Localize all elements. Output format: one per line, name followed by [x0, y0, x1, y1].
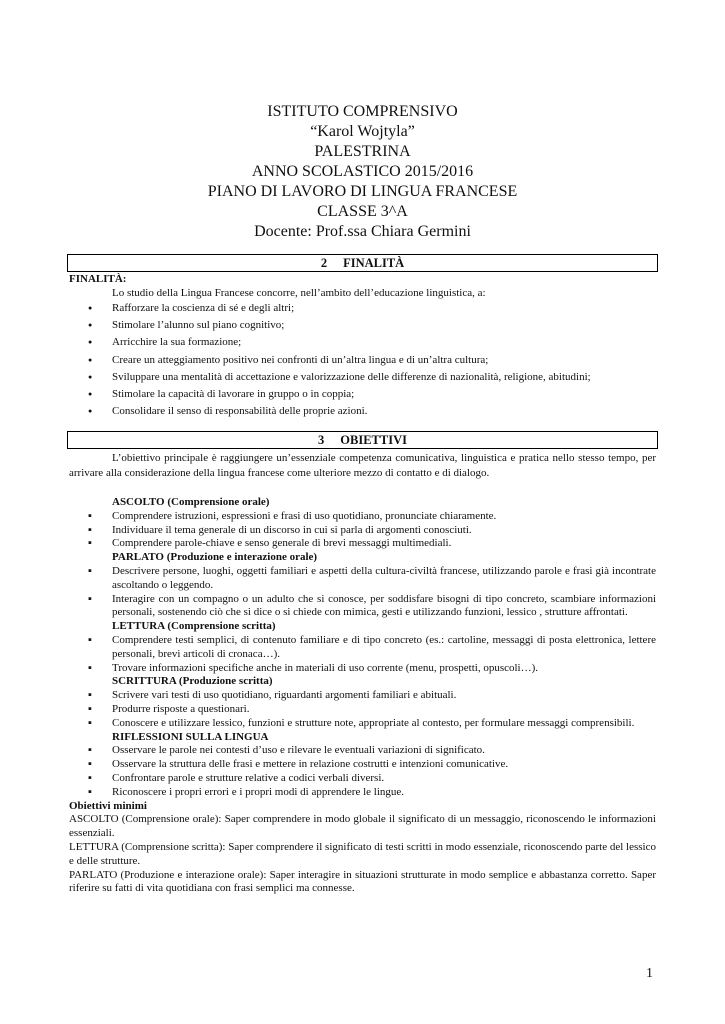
- finalita-intro: Lo studio della Lingua Francese concorre, nell’ambito dell’educazione linguistica, a:: [112, 287, 486, 299]
- list-item: ▪ Osservare la struttura delle frasi e mettere in relazione costrutti e intenzioni comunicative.: [69, 758, 656, 772]
- list-item: ▪ Produrre risposte a questionari.: [69, 703, 656, 717]
- list-item: ▪ Confrontare parole e strutture relative a codici verbali diversi.: [69, 772, 656, 786]
- class-name: CLASSE 3^A: [317, 203, 408, 220]
- list-item: ● Creare un atteggiamento positivo nei confronti di un’altra lingua e di un’altra cultura;: [84, 352, 591, 369]
- list-item: ● Arricchire la sua formazione;: [84, 334, 591, 351]
- minimi-paragraph: PARLATO (Produzione e interazione orale): Saper interagire in situazioni strutturate in modo semplice e abbastanza corretto. Saper riferire su fatti di vita quotidiana con frasi semplici ma connesse.: [69, 868, 656, 895]
- section-number: 3: [318, 433, 325, 447]
- section-heading-finalita: [67, 254, 658, 272]
- list-item: ● Consolidare il senso di responsabilità delle proprie azioni.: [84, 403, 591, 420]
- school-name: ISTITUTO COMPRENSIVO: [267, 103, 458, 120]
- document-header: [0, 102, 725, 242]
- list-item: ▪ Individuare il tema generale di un discorso in cui si parla di argomenti conosciuti.: [69, 524, 656, 538]
- list-item: ▪ Comprendere testi semplici, di contenuto familiare e di tipo concreto (es.: cartoline, messaggi di posta elettronica, lettere personali, brevi articoli di cronaca…).: [69, 634, 656, 662]
- list-item: ▪ Trovare informazioni specifiche anche in materiali di uso corrente (menu, prospetti, opuscoli…).: [69, 662, 656, 676]
- section-number: 2: [320, 256, 328, 270]
- list-item: ▪ Comprendere parole-chiave e senso generale di brevi messaggi multimediali.: [69, 537, 656, 551]
- group-heading: RIFLESSIONI SULLA LINGUA: [112, 730, 269, 743]
- plan-title: PIANO DI LAVORO DI LINGUA FRANCESE: [207, 183, 518, 200]
- list-item: ▪ Comprendere istruzioni, espressioni e frasi di uso quotidiano, pronunciate chiaramente.: [69, 510, 656, 524]
- section-heading-obiettivi: [67, 431, 658, 449]
- group-heading: ASCOLTO (Comprensione orale): [112, 496, 270, 508]
- list-item: ● Rafforzare la coscienza di sé e degli altri;: [84, 300, 591, 317]
- group-heading: LETTURA (Comprensione scritta): [112, 620, 276, 633]
- school-dedication: “Karol Wojtyla”: [310, 123, 415, 140]
- list-item: ▪ Scrivere vari testi di uso quotidiano, riguardanti argomenti familiari e abituali.: [69, 689, 656, 703]
- list-item: ● Sviluppare una mentalità di accettazione e valorizzazione delle differenze di nazionalità, religione, abitudini;: [84, 369, 591, 386]
- list-item: ● Stimolare la capacità di lavorare in gruppo o in coppia;: [84, 386, 591, 403]
- group-heading: SCRITTURA (Produzione scritta): [112, 675, 273, 688]
- list-item: ▪ Conoscere e utilizzare lessico, funzioni e strutture note, appropriate al contesto, per formulare messaggi comprensibili.: [69, 717, 656, 731]
- obiettivi-groups: [69, 496, 656, 896]
- list-item: ▪ Interagire con un compagno o un adulto che si conosce, per soddisfare bisogni di tipo concreto, scambiare informazioni personali, sostenendo ciò che si dice o si chiede con mimica, gesti e utilizzando funzioni, lessico , strutture affrontati.: [69, 593, 656, 621]
- list-item: ● Stimolare l’alunno sul piano cognitivo;: [84, 317, 591, 334]
- minimi-paragraph: LETTURA (Comprensione scritta): Saper comprendere il significato di testi scritti in modo essenziale, riconoscendo parte del lessico e delle strutture.: [69, 840, 656, 867]
- page-number: 1: [646, 966, 653, 981]
- obiettivi-intro: L’obiettivo principale è raggiungere un’essenziale competenza comunicativa, linguistica e pratica nello stesso tempo, per arrivare alla considerazione della lingua francese come ulteriore mezzo di contatto e di dialogo.: [69, 452, 656, 479]
- teacher-name: Docente: Prof.ssa Chiara Germini: [254, 223, 471, 240]
- section-title: FINALITÀ: [343, 256, 405, 270]
- school-year: ANNO SCOLASTICO 2015/2016: [251, 163, 474, 180]
- finalita-list: [84, 300, 591, 420]
- list-item: ▪ Descrivere persone, luoghi, oggetti familiari e aspetti della cultura-civiltà francese, utilizzando parole e frasi già incontrate ascoltando o leggendo.: [69, 565, 656, 593]
- finalita-label: FINALITÀ:: [69, 273, 127, 285]
- list-item: ▪ Osservare le parole nei contesti d’uso e rilevare le eventuali variazioni di significato.: [69, 744, 656, 758]
- minimi-paragraph: ASCOLTO (Comprensione orale): Saper comprendere in modo globale il significato di un messaggio, riconoscendo le informazioni essenziali.: [69, 813, 656, 840]
- section-title: OBIETTIVI: [340, 433, 407, 447]
- minimi-title: Obiettivi minimi: [69, 799, 147, 812]
- school-town: PALESTRINA: [314, 143, 411, 160]
- group-heading: PARLATO (Produzione e interazione orale): [112, 551, 318, 564]
- list-item: ▪ Riconoscere i propri errori e i propri modi di apprendere le lingue.: [69, 786, 656, 800]
